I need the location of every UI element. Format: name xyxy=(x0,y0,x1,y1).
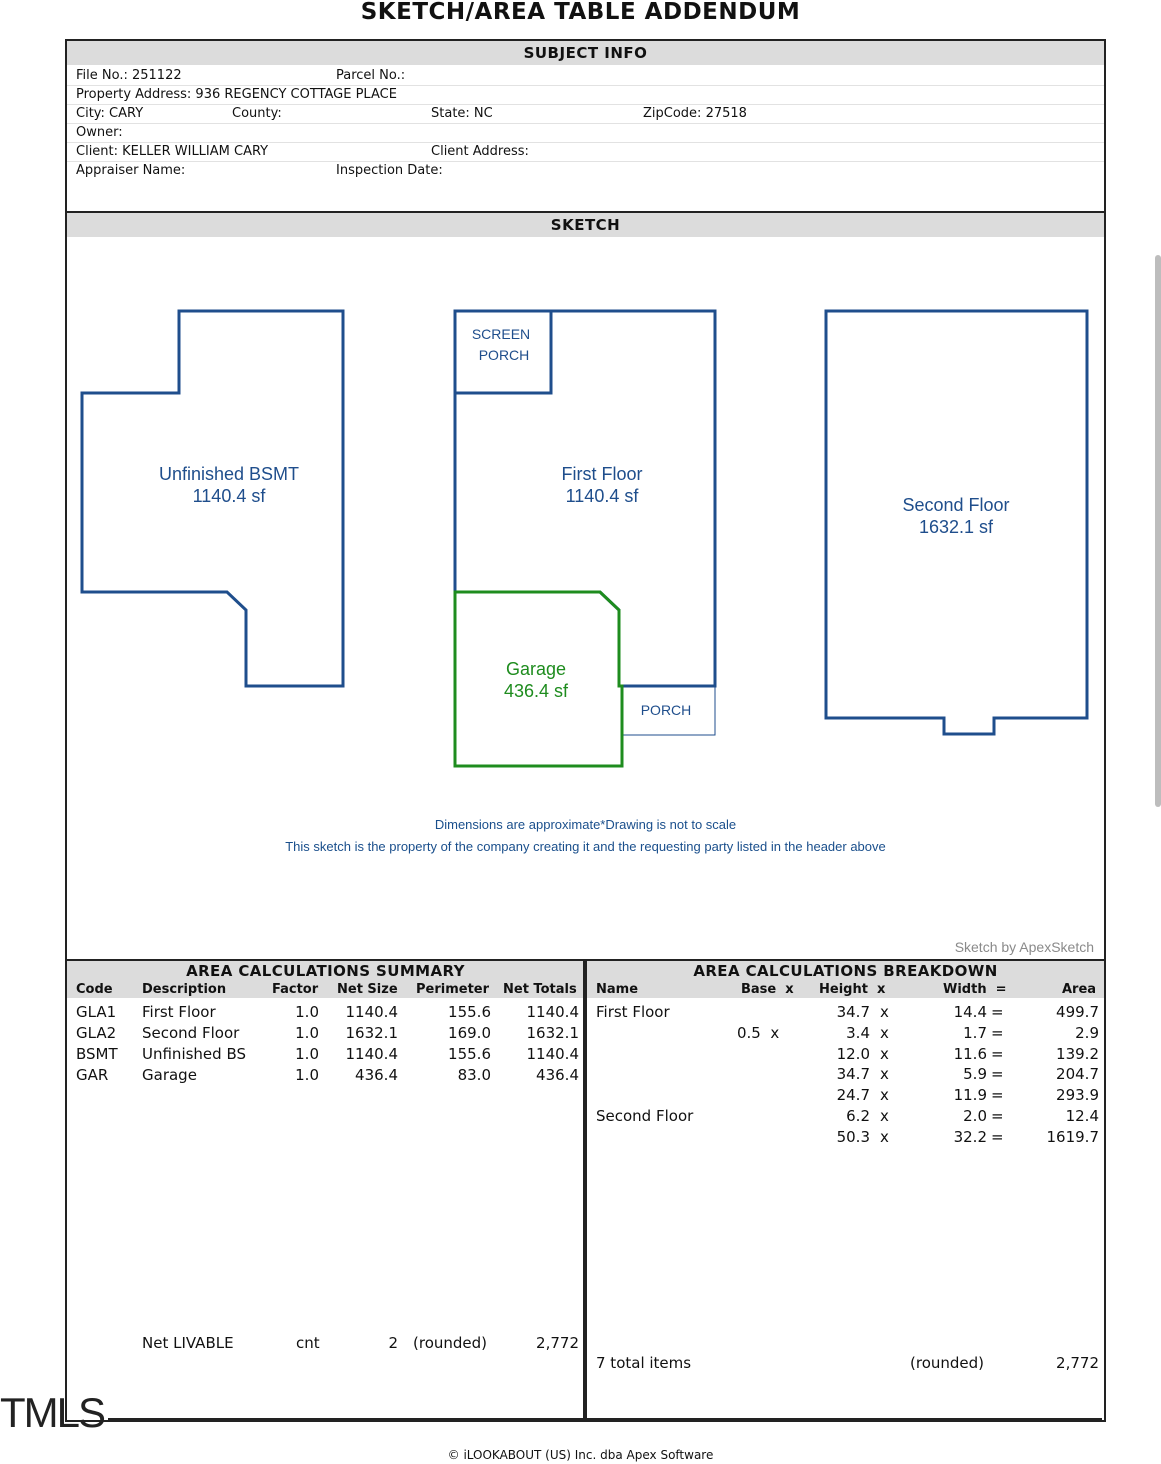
summary-cell-net-total: 1140.4 xyxy=(526,1003,579,1021)
info-row-file xyxy=(67,66,1104,86)
col-perimeter: Perimeter xyxy=(416,982,490,997)
client-address: Client Address: xyxy=(431,144,529,159)
breakdown-cell-area: 499.7 xyxy=(1056,1003,1099,1021)
breakdown-cell-width: 2.0 xyxy=(963,1107,987,1125)
breakdown-cell-name: Second Floor xyxy=(596,1107,694,1125)
summary-title: AREA CALCULATIONS SUMMARY xyxy=(186,962,465,980)
breakdown-cell-height: 50.3 xyxy=(836,1127,870,1146)
breakdown-cell-height: 12.0 xyxy=(836,1044,870,1063)
info-row-appraiser xyxy=(67,161,1104,180)
col-name: Name xyxy=(596,982,639,997)
col-base: Base x xyxy=(741,982,794,997)
summary-cell-perimeter: 169.0 xyxy=(448,1024,491,1042)
mls-logo: TMLS xyxy=(0,1389,105,1436)
net-livable-label: Net LIVABLE xyxy=(142,1334,234,1352)
sketch-note-approximate: Dimensions are approximate*Drawing is not to scale xyxy=(434,817,737,832)
cnt-label: cnt xyxy=(296,1334,320,1352)
summary-cell-perimeter: 83.0 xyxy=(457,1066,491,1084)
breakdown-cell-width: 5.9 xyxy=(963,1065,987,1084)
garage-label: Garage xyxy=(505,659,567,679)
breakdown-cell-width: 11.6 xyxy=(953,1044,987,1063)
summary-cell-net-total: 1632.1 xyxy=(526,1024,579,1042)
col-code: Code xyxy=(76,982,113,997)
summary-cell-code: GLA2 xyxy=(76,1024,117,1042)
addendum-frame xyxy=(65,39,1106,1422)
summary-cell-net-size: 1140.4 xyxy=(345,1045,398,1063)
basement-label: Unfinished BSMT xyxy=(158,464,300,484)
sketch-heading: SKETCH xyxy=(67,213,1104,237)
breakdown-cell-area: 204.7 xyxy=(1056,1065,1099,1084)
summary-cell-factor: 1.0 xyxy=(295,1024,319,1042)
breakdown-cell-width: 11.9 xyxy=(953,1086,987,1105)
summary-cell-net-total: 1140.4 xyxy=(526,1045,579,1063)
screen-porch-label-2: PORCH xyxy=(478,347,530,363)
breakdown-total: 2,772 xyxy=(1056,1354,1099,1372)
breakdown-cell-equals: = xyxy=(991,1127,1004,1146)
document-title: SKETCH/AREA TABLE ADDENDUM xyxy=(360,0,801,25)
breakdown-title: AREA CALCULATIONS BREAKDOWN xyxy=(693,962,998,980)
breakdown-header xyxy=(587,961,1104,998)
summary-cell-code: GAR xyxy=(76,1066,109,1084)
first-floor-label: First Floor xyxy=(561,464,643,484)
col-net-totals: Net Totals xyxy=(503,982,577,997)
summary-header xyxy=(67,961,584,998)
summary-cell-factor: 1.0 xyxy=(295,1066,319,1084)
appraiser-name: Appraiser Name: xyxy=(76,163,186,178)
breakdown-rounded-label: (rounded) xyxy=(910,1354,985,1372)
breakdown-cell-base: 0.5 x xyxy=(737,1023,780,1042)
summary-rounded-label: (rounded) xyxy=(413,1334,488,1352)
breakdown-cell-x: x xyxy=(880,1023,889,1042)
area-breakdown-table xyxy=(587,961,1104,1422)
total-items: 7 total items xyxy=(596,1354,692,1372)
breakdown-cell-x: x xyxy=(880,1127,889,1146)
garage-outline xyxy=(455,592,622,766)
client: Client: KELLER WILLIAM CARY xyxy=(76,144,269,159)
file-no: File No.: 251122 xyxy=(76,68,182,83)
breakdown-cell-x: x xyxy=(880,1003,889,1021)
sketch-area xyxy=(67,211,1104,961)
breakdown-cell-equals: = xyxy=(991,1023,1004,1042)
first-floor-area: 1140.4 sf xyxy=(565,486,639,506)
city: City: CARY xyxy=(76,106,144,121)
breakdown-cell-height: 24.7 xyxy=(836,1086,870,1105)
breakdown-cell-area: 12.4 xyxy=(1065,1107,1099,1125)
summary-cell-perimeter: 155.6 xyxy=(448,1003,491,1021)
breakdown-cell-height: 6.2 xyxy=(846,1107,870,1125)
col-width: Width = xyxy=(943,982,1007,997)
state: State: NC xyxy=(431,106,493,121)
info-row-client xyxy=(67,142,1104,162)
col-description: Description xyxy=(142,982,227,997)
subject-info-heading: SUBJECT INFO xyxy=(67,41,1104,65)
inspection-date: Inspection Date: xyxy=(336,163,443,178)
col-factor: Factor xyxy=(272,982,319,997)
breakdown-cell-width: 1.7 xyxy=(963,1023,987,1042)
info-row-address xyxy=(67,85,1104,105)
summary-cell-net-size: 436.4 xyxy=(355,1066,398,1084)
summary-cell-description: Garage xyxy=(142,1066,197,1084)
footer-rule xyxy=(108,1418,1102,1420)
breakdown-cell-x: x xyxy=(880,1044,889,1063)
summary-cell-factor: 1.0 xyxy=(295,1003,319,1021)
summary-cell-factor: 1.0 xyxy=(295,1045,319,1063)
breakdown-cell-x: x xyxy=(880,1086,889,1105)
summary-cell-net-size: 1632.1 xyxy=(345,1024,398,1042)
screen-porch-label-1: SCREEN xyxy=(471,326,531,342)
cnt-value: 2 xyxy=(388,1334,398,1352)
summary-cell-perimeter: 155.6 xyxy=(448,1045,491,1063)
breakdown-cell-area: 293.9 xyxy=(1056,1086,1099,1105)
summary-cell-description: First Floor xyxy=(142,1003,216,1021)
vertical-scrollbar[interactable] xyxy=(1155,255,1161,807)
breakdown-cell-width: 32.2 xyxy=(953,1127,987,1146)
summary-total: 2,772 xyxy=(536,1334,579,1352)
breakdown-cell-height: 34.7 xyxy=(836,1003,870,1021)
summary-cell-code: GLA1 xyxy=(76,1003,117,1021)
summary-cell-description: Unfinished BS xyxy=(142,1045,246,1063)
zip-code: ZipCode: 27518 xyxy=(643,106,747,121)
second-floor-label: Second Floor xyxy=(902,495,1010,515)
breakdown-cell-x: x xyxy=(880,1107,889,1125)
copyright: © iLOOKABOUT (US) Inc. dba Apex Software xyxy=(447,1448,714,1462)
summary-cell-net-total: 436.4 xyxy=(536,1066,579,1084)
breakdown-cell-equals: = xyxy=(991,1003,1004,1021)
area-tables xyxy=(67,959,1104,1422)
info-row-owner xyxy=(67,123,1104,143)
breakdown-cell-equals: = xyxy=(991,1086,1004,1105)
breakdown-cell-height: 34.7 xyxy=(836,1065,870,1084)
breakdown-cell-width: 14.4 xyxy=(953,1003,987,1021)
property-address: Property Address: 936 REGENCY COTTAGE PLACE xyxy=(76,87,397,102)
sketch-note-property: This sketch is the property of the company creating it and the requesting party listed in the header above xyxy=(285,839,886,854)
col-height: Height x xyxy=(819,982,886,997)
breakdown-cell-area: 2.9 xyxy=(1075,1023,1099,1042)
breakdown-cell-equals: = xyxy=(991,1065,1004,1084)
summary-cell-description: Second Floor xyxy=(142,1024,240,1042)
summary-cell-net-size: 1140.4 xyxy=(345,1003,398,1021)
owner: Owner: xyxy=(76,125,123,140)
garage-area: 436.4 sf xyxy=(503,681,569,701)
breakdown-cell-area: 1619.7 xyxy=(1046,1127,1099,1146)
col-net-size: Net Size xyxy=(337,982,398,997)
breakdown-cell-equals: = xyxy=(991,1044,1004,1063)
col-area: Area xyxy=(1062,982,1097,997)
basement-area: 1140.4 sf xyxy=(192,486,266,506)
breakdown-cell-x: x xyxy=(880,1065,889,1084)
summary-cell-code: BSMT xyxy=(76,1045,118,1063)
breakdown-cell-name: First Floor xyxy=(596,1003,670,1021)
breakdown-cell-area: 139.2 xyxy=(1056,1044,1099,1063)
breakdown-cell-height: 3.4 xyxy=(846,1023,870,1042)
parcel-no: Parcel No.: xyxy=(336,68,406,83)
info-row-location xyxy=(67,104,1104,124)
county: County: xyxy=(232,106,282,121)
area-summary-table xyxy=(67,961,584,1422)
breakdown-cell-equals: = xyxy=(991,1107,1004,1125)
sketch-credit: Sketch by ApexSketch xyxy=(954,939,1094,955)
porch-label: PORCH xyxy=(640,702,692,718)
second-floor-area: 1632.1 sf xyxy=(918,517,994,537)
